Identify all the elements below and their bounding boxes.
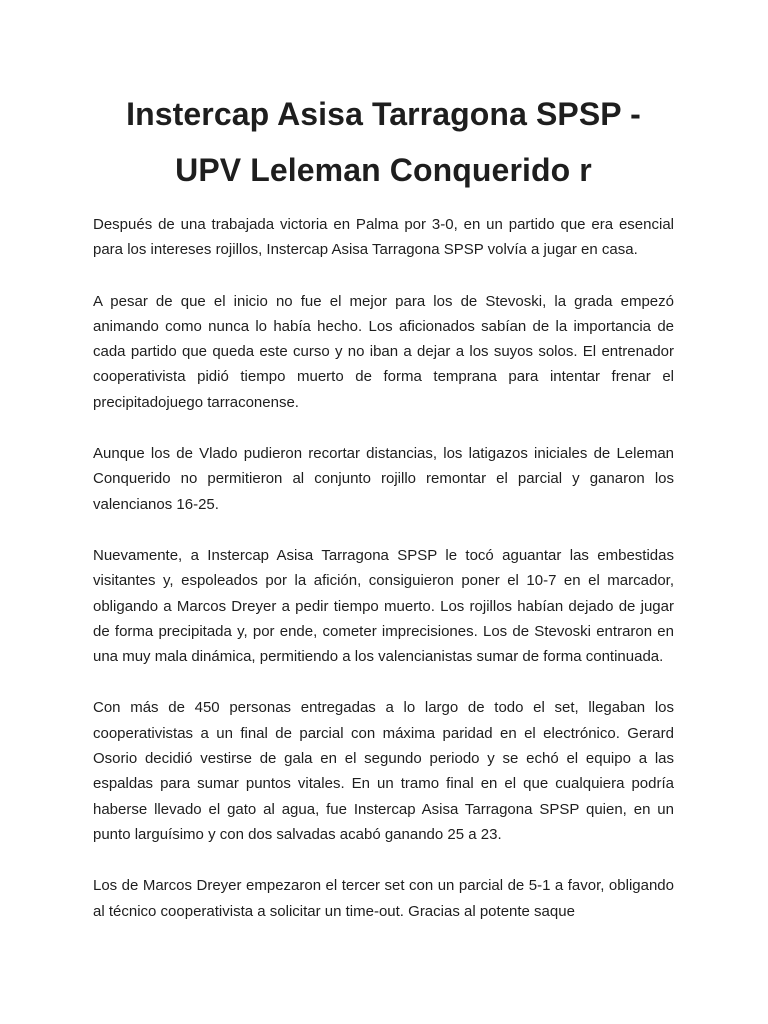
paragraph-6: Los de Marcos Dreyer empezaron el tercer set con un parcial de 5-1 a favor, obligando al técnico cooperativista a solicitar un time-out. Gracias al potente saque — [93, 877, 674, 920]
paragraph-4: Nuevamente, a Instercap Asisa Tarragona SPSP le tocó aguantar las embestidas visitantes y, espoleados por la afición, consiguieron poner el 10-7 en el marcador, obligando a Marcos Dreyer a pedir tiempo muerto. Los rojillos habían dejado de jugar de forma precipitada y, por ende, cometer imprecisiones. Los de Stevoski entraron en una muy mala dinámica, permitiendo a los valencianistas sumar de forma continuada. — [93, 546, 674, 666]
title-line-2: UPV Leleman Conquerido r — [175, 152, 592, 188]
page-title — [93, 86, 674, 198]
title-line-1: Instercap Asisa Tarragona SPSP - — [126, 96, 641, 132]
paragraph-3: Aunque los de Vlado pudieron recortar distancias, los latigazos iniciales de Leleman Conquerido no permitieron al conjunto rojillo remontar el parcial y ganaron los valencianos 16-25. — [93, 445, 674, 513]
paragraph-1: Después de una trabajada victoria en Palma por 3-0, en un partido que era esencial para los intereses rojillos, Instercap Asisa Tarragona SPSP volvía a jugar en casa. — [93, 216, 674, 259]
article-body — [93, 212, 674, 924]
paragraph-2: A pesar de que el inicio no fue el mejor para los de Stevoski, la grada empezó animando como nunca lo había hecho. Los aficionados sabían de la importancia de cada partido que queda este curso y no iban a dejar a los suyos solos. El entrenador cooperativista pidió tiempo muerto de forma temprana para intentar frenar el precipitadojuego tarraconense. — [93, 292, 674, 411]
paragraph-5: Con más de 450 personas entregadas a lo largo de todo el set, llegaban los cooperativistas a un final de parcial con máxima paridad en el electrónico. Gerard Osorio decidió vestirse de gala en el segundo periodo y se echó el equipo a las espaldas para sumar puntos vitales. En un tramo final en el que cualquiera podría haberse llevado el gato al agua, fue Instercap Asisa Tarragona SPSP quien, en un punto larguísimo y con dos salvadas acabó ganando 25 a 23. — [93, 699, 674, 843]
